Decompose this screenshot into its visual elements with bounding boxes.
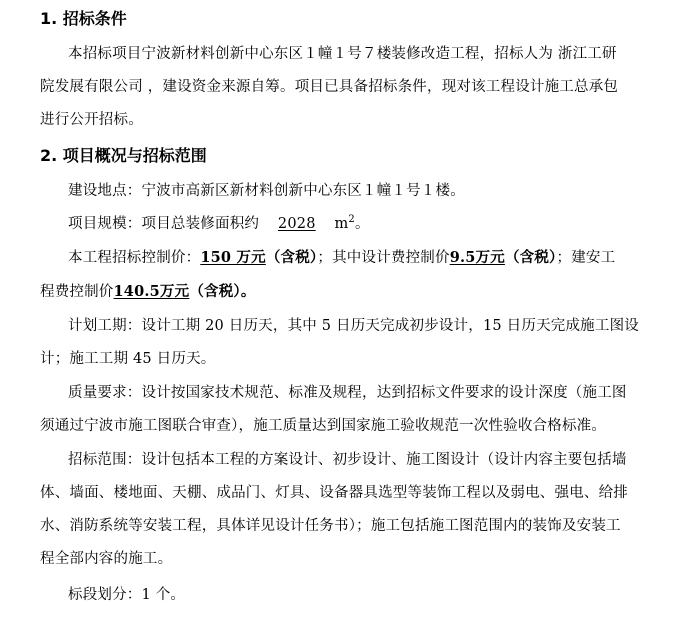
tax-note: （含税）: [504, 249, 557, 266]
scope-line: 体、墙面、楼地面、天棚、成品门、灯具、设备器具选型等装饰工程以及弱电、强电、给排: [40, 485, 628, 501]
quality-line: 质量要求：设计按国家技术规范、标准及规程，达到招标文件要求的设计深度（施工图: [68, 385, 627, 401]
scale-unit-sup: 2: [348, 214, 355, 225]
scale-suffix: 。: [354, 216, 370, 232]
paragraph-line: 院发展有限公司 ，建设资金来源自筹。项目已具备招标条件，现对该工程设计施工总承包: [40, 79, 619, 95]
period: 。: [240, 283, 256, 300]
quality-line: 须通过宁波市施工图联合审查），施工质量达到国家施工验收规范一次性验收合格标准。: [40, 418, 607, 434]
schedule-line: 计；施工工期 45 日历天。: [40, 351, 216, 367]
lot-division: 标段划分：1 个。: [68, 587, 186, 603]
paragraph-line: 进行公开招标。: [40, 112, 143, 128]
control-price-line-2: [40, 280, 256, 301]
design-fee-value: 9.5万元: [449, 249, 505, 266]
tax-note: （含税）: [189, 283, 241, 300]
scope-line: 招标范围：设计包括本工程的方案设计、初步设计、施工图设计（设计内容主要包括墙: [68, 452, 627, 468]
total-price-value: 150 万元: [200, 249, 266, 266]
paragraph-line: 本招标项目宁波新材料创新中心东区１幢１号７楼装修改造工程，招标人为 浙江工研: [68, 46, 617, 62]
price-label: 本工程招标控制价：: [68, 250, 201, 266]
scale-unit: m: [334, 216, 349, 232]
scale-value: 2028: [277, 216, 316, 232]
section-1-heading: 1. 招标条件: [40, 9, 127, 28]
schedule-line: 计划工期：设计工期 20 日历天，其中 5 日历天完成初步设计，15 日历天完成施工图设: [68, 318, 639, 334]
section-2-heading: 2. 项目概况与招标范围: [40, 146, 207, 165]
construction-fee-label-start: ；建安工: [556, 250, 616, 266]
scale-prefix: 项目规模：项目总装修面积约: [68, 216, 260, 232]
design-fee-label: ；其中设计费控制价: [317, 250, 450, 266]
tax-note: （含税）: [265, 249, 318, 266]
scope-line: 水、消防系统等安装工程，具体详见设计任务书）；施工包括施工图范围内的装饰及安装工: [40, 518, 621, 534]
construction-location: 建设地点：宁波市高新区新材料创新中心东区１幢１号１楼。: [68, 183, 465, 199]
scope-line: 程全部内容的施工。: [40, 551, 173, 567]
project-scale: [68, 212, 370, 233]
construction-fee-value: 140.5万元: [113, 283, 190, 300]
control-price-line-1: [68, 246, 615, 267]
construction-fee-label-end: 程费控制价: [40, 284, 114, 300]
